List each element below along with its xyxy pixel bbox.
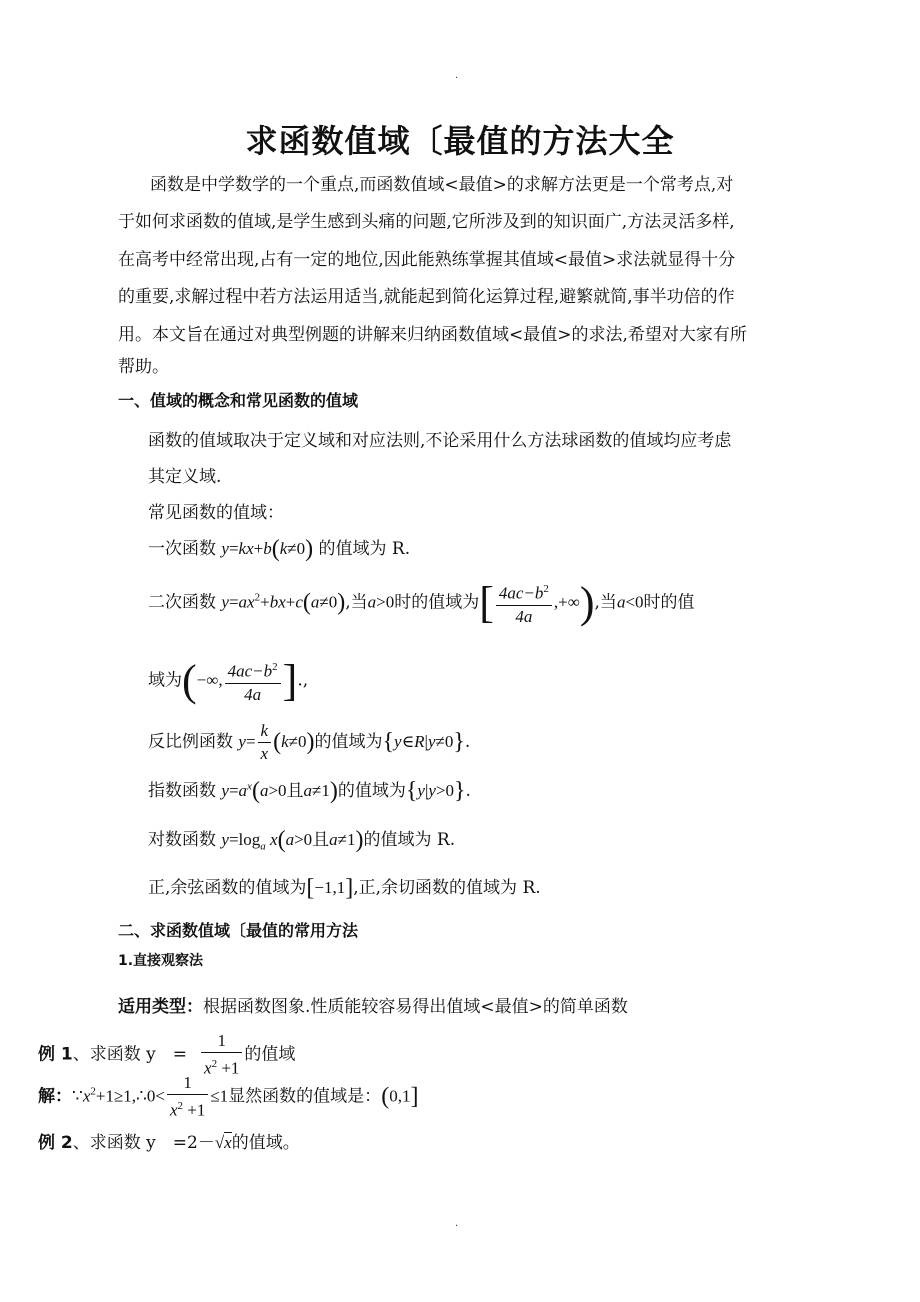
exponential-range-is: 的值域为 (337, 781, 406, 801)
example1-label: 例 1 (38, 1044, 73, 1065)
intro-line-1: 函数是中学数学的一个重点,而函数值域<最值>的求解方法更是一个常考点,对 (150, 175, 734, 195)
example2-suffix: 的值域。 (231, 1133, 300, 1153)
linear-prefix: 一次函数 (148, 539, 216, 559)
solution1-line: 解：$\because x^2+1\ge 1,\therefore 0<$ $\frac{1}{x^2 +1}$ ≤1显然函数的值域是：(0,1] (38, 1073, 419, 1120)
solution1-middle: 显然函数的值域是： (228, 1086, 382, 1107)
exponential-prefix: 指数函数 (148, 781, 216, 801)
intro-line-5: 用。本文旨在通过对典型例题的讲解来归纳函数值域<最值>的求法,希望对大家有所 (118, 325, 747, 345)
applicable-text: 根据函数图象.性质能较容易得出值域<最值>的简单函数 (203, 997, 628, 1017)
exponential-function-line: 指数函数 $y=a^x(a>0$且a≠1)的值域为{y|y>0}. (148, 778, 471, 804)
linear-formula: y (221, 539, 229, 558)
example2-label: 例 2 (38, 1133, 73, 1153)
quadratic-line-2: 域为(−∞, $\frac{4ac-b^2}{4a}$ ]., (148, 655, 309, 705)
inverse-prefix: 反比例函数 (148, 732, 233, 752)
linear-function-line: 一次函数 y=kx+b(k≠0) 的值域为 R. (148, 536, 411, 562)
solution1-label: 解： (38, 1086, 72, 1107)
intro-line-6: 帮助。 (118, 357, 169, 377)
example2-line: 例 2、求函数 y =2－√x的值域。 (38, 1133, 300, 1153)
log-function-line: 对数函数 $y=\log_a$ x(a>0且a≠1)的值域为 R. (148, 827, 456, 853)
header-dot: . (455, 70, 459, 81)
page-title: 求函数值域〔最值的方法大全 (245, 122, 675, 160)
inverse-end: . (464, 732, 471, 752)
log-suffix: 的值域为 R. (363, 830, 456, 850)
quadratic-prefix: 二次函数 (148, 592, 216, 613)
exponential-end: . (465, 781, 471, 801)
quadratic-value-end: 时的值 (643, 592, 695, 613)
applicable-label: 适用类型： (118, 997, 203, 1017)
quadratic-function-line: 二次函数 $y=ax^2+bx+c(a\ne 0)$,当a>0时的值域为[ $\frac{4ac-b^2}{4a}$ ,+∞),当a<0时的值 (148, 577, 695, 627)
section2-heading: 二、求函数值域〔最值的常用方法 (118, 921, 359, 940)
section1-desc-2: 其定义域. (148, 467, 222, 487)
example2-text: 、求函数 y =2－ (72, 1133, 215, 1153)
quadratic-when-pos: ,当 (345, 592, 368, 613)
example1-suffix: 的值域 (244, 1044, 296, 1065)
example1-text: 、求函数 y = (72, 1044, 188, 1065)
example1-frac: $\frac{1}{x^2 +1}$ (201, 1030, 242, 1080)
inverse-range-is: 的值域为 (314, 732, 383, 752)
solution1-frac: $\frac{1}{x^2 +1}$ (167, 1072, 208, 1122)
quadratic-line2-prefix: 域为 (148, 670, 182, 691)
applicable-type-line (118, 992, 628, 1017)
intro-line-3: 在高考中经常出现,占有一定的地位,因此能熟练掌握其值域<最值>求法就显得十分 (118, 250, 736, 270)
trig-part1: 正,余弦函数的值域为 (148, 878, 307, 898)
quadratic-line2-suffix: ., (297, 670, 309, 691)
trig-function-line: 正,余弦函数的值域为[−1,1],正,余切函数的值域为 R. (148, 875, 541, 901)
footer-dot: . (455, 1218, 459, 1229)
method1-heading: 1.直接观察法 (118, 953, 204, 969)
section1-desc-1: 函数的值域取决于定义域和对应法则,不论采用什么方法球函数的值域均应考虑 (148, 431, 732, 451)
intro-line-4: 的重要,求解过程中若方法运用适当,就能起到简化运算过程,避繁就简,事半功倍的作 (118, 287, 735, 307)
inverse-frac: $\frac{k}{x}$ (258, 720, 272, 765)
section1-heading: 一、值域的概念和常见函数的值域 (118, 391, 359, 410)
trig-part2: ,正,余切函数的值域为 R. (353, 878, 541, 898)
quadratic-range-is: 时的值域为 (394, 592, 480, 613)
log-prefix: 对数函数 (148, 830, 216, 850)
quadratic-when-neg: ,当 (594, 592, 617, 613)
common-functions-label: 常见函数的值域： (148, 503, 284, 523)
intro-line-2: 于如何求函数的值域,是学生感到头痛的问题,它所涉及到的知识面广,方法灵活多样, (118, 212, 735, 232)
quadratic-frac-upper: $\frac{4ac-b^2}{4a}$ (496, 578, 552, 628)
quadratic-frac-lower: $\frac{4ac-b^2}{4a}$ (225, 656, 281, 706)
inverse-function-line: 反比例函数 y= $\frac{k}{x}$ (k≠0)的值域为{y∈R|y≠0}. (148, 721, 471, 763)
linear-suffix: 的值域为 R. (318, 539, 411, 559)
